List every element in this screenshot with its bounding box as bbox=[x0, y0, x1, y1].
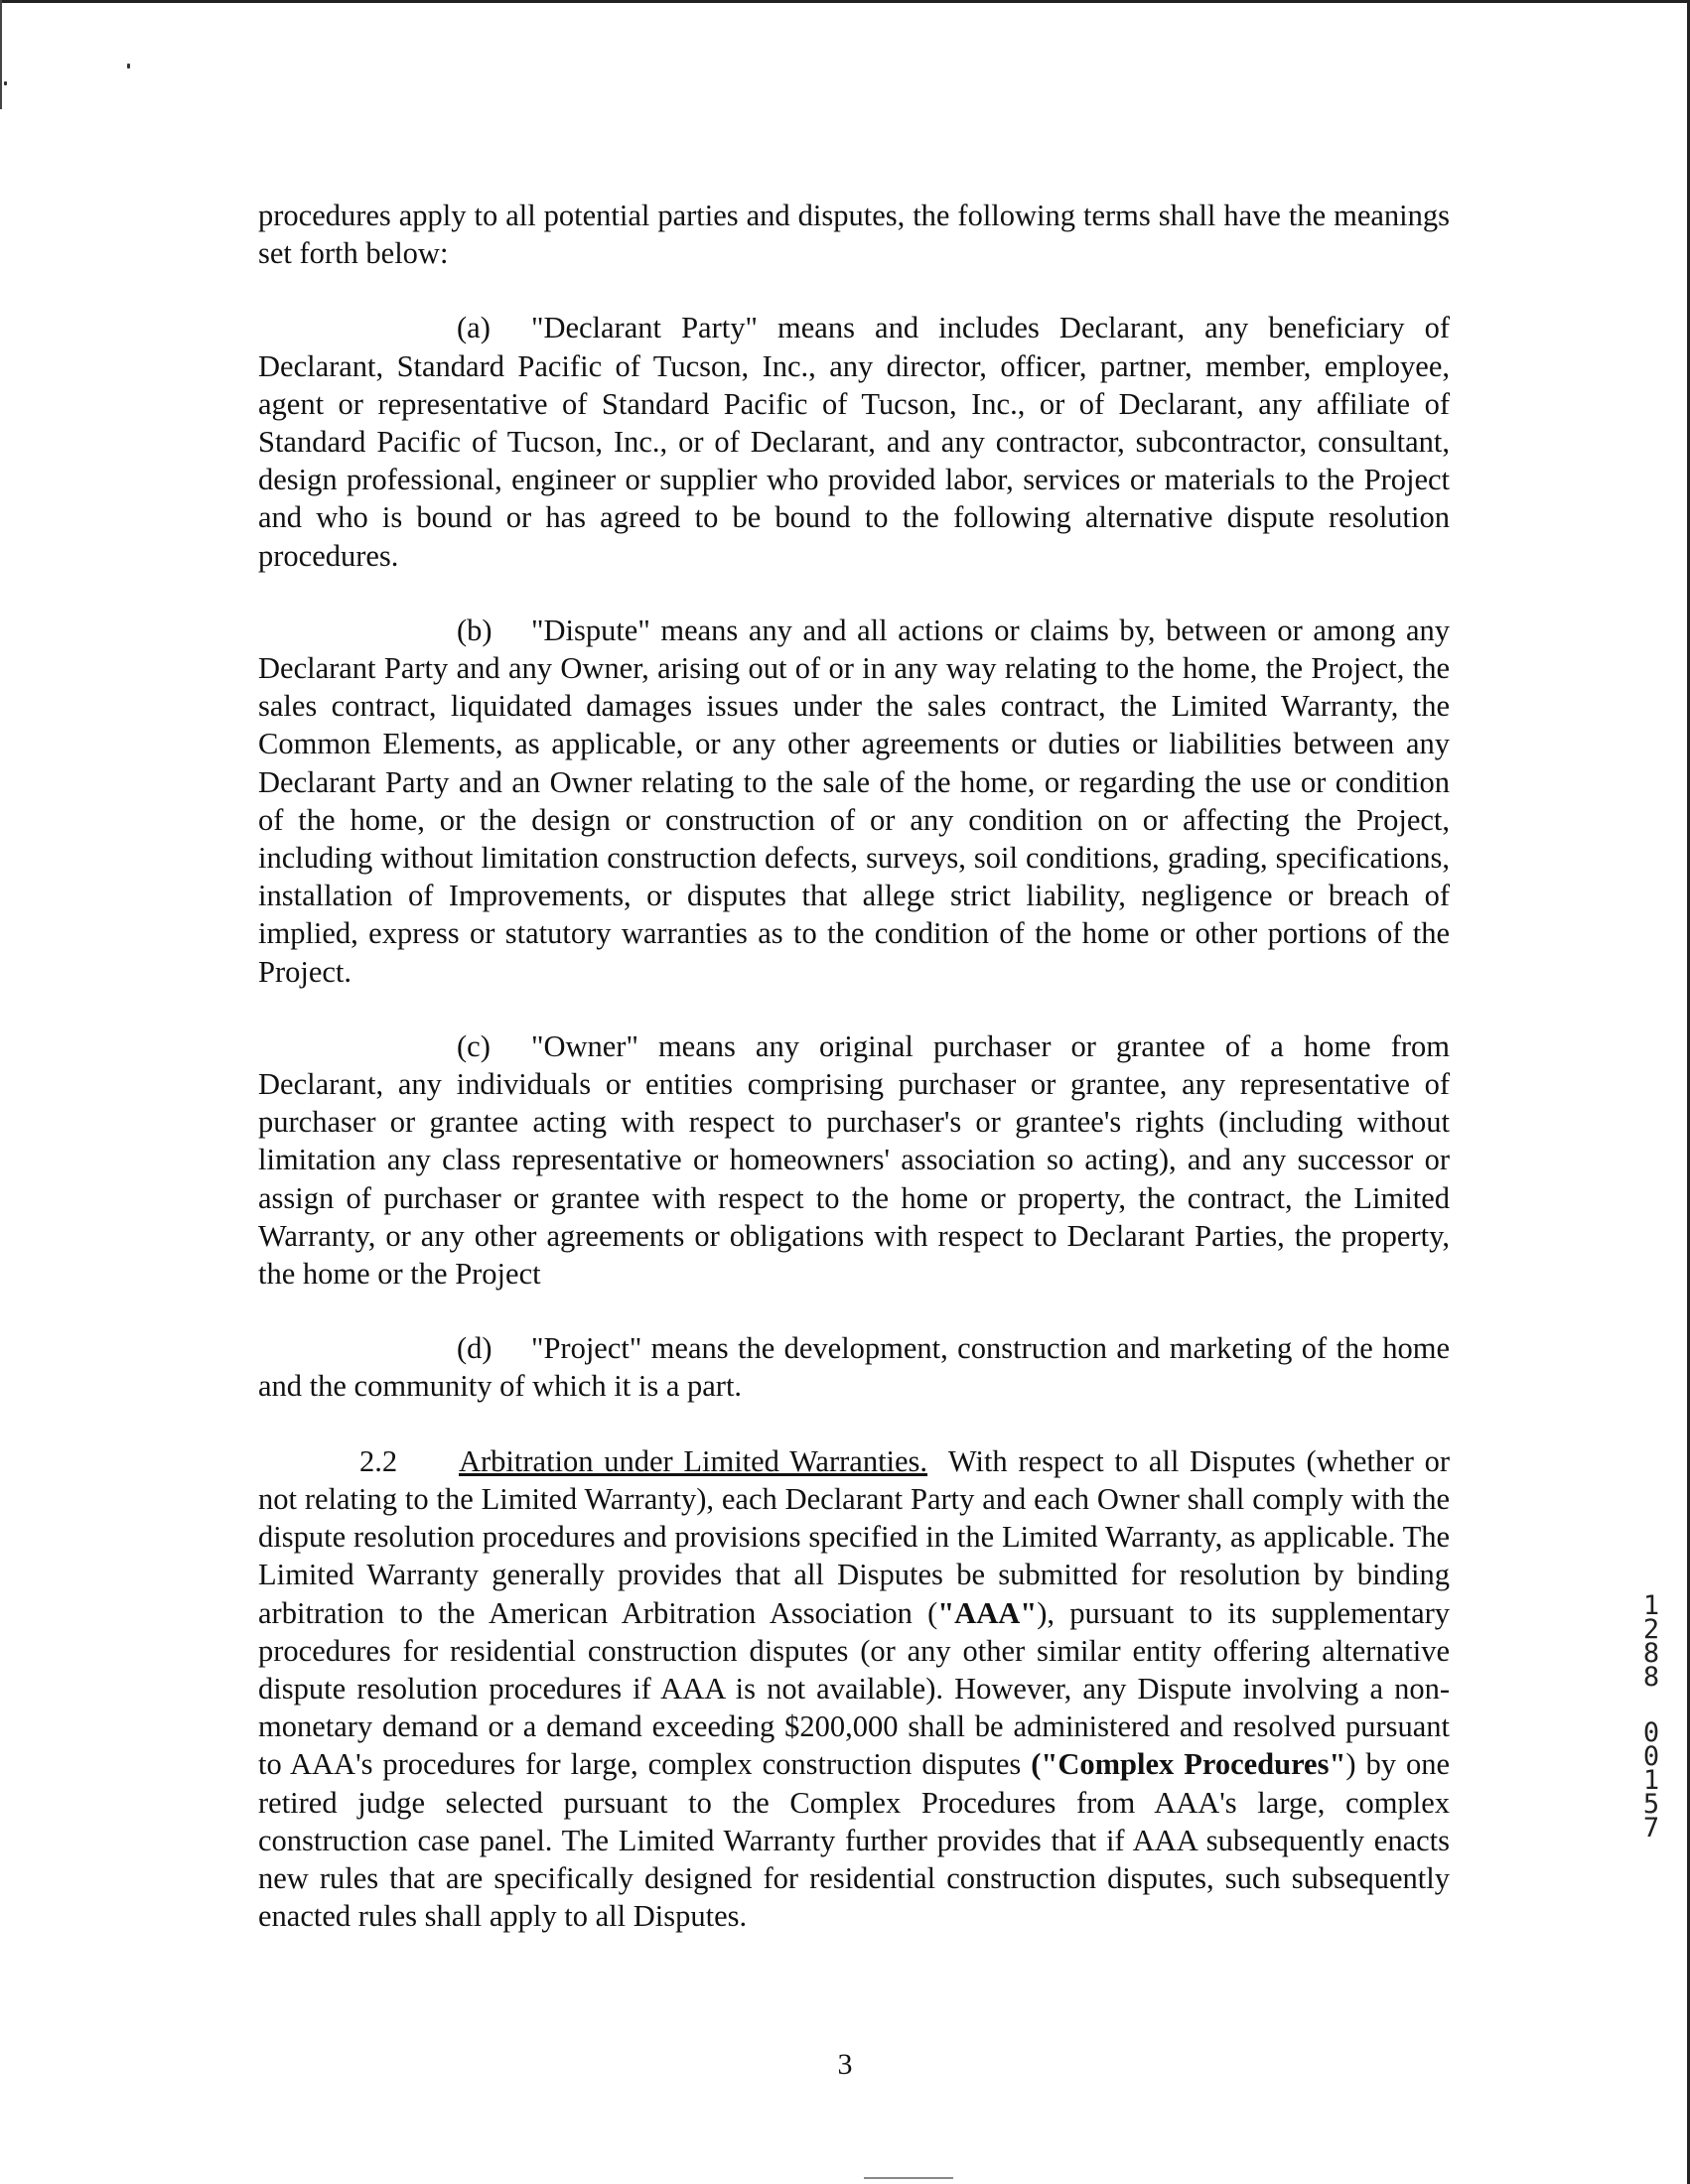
section-heading: Arbitration under Limited Warranties. bbox=[459, 1443, 928, 1478]
stamp-digit: 8 bbox=[1642, 1662, 1660, 1693]
definition-text: "Project" means the development, construction and marketing of the home and the community of which it is a part. bbox=[258, 1331, 1450, 1404]
definition-text: "Declarant Party" means and includes Declarant, any beneficiary of Declarant, Standard Pacific of Tucson, Inc., any director, officer, partner, member, employee, agent or representative of Standard Pacific of Tucson, Inc., or of Declarant, any affiliate of Standard Pacific of Tucson, Inc., or of Declarant, and any contractor, subcontractor, consultant, design professional, engineer or supplier who provided labor, services or materials to the Project and who is bound or has agreed to be bound to the following alternative dispute resolution procedures. bbox=[258, 311, 1450, 573]
definition-owner bbox=[258, 1027, 1450, 1293]
scan-top-edge bbox=[0, 0, 1690, 3]
scan-speck bbox=[4, 81, 7, 85]
section-text: With respect to all Disputes (whether or not relating to the Limited Warranty), each Declarant Party and each Owner shall comply with the dispute resolution procedures and provisions specified in the Limited Warranty, as applicable. The Limited Warranty generally provides that all Disputes be submitted for resolution by binding arbitration to the American Arbitration Association ( bbox=[258, 1443, 1450, 1630]
definition-label: (d) bbox=[457, 1331, 493, 1366]
defined-term-aaa: "AAA" bbox=[937, 1595, 1038, 1630]
section-text: ) by one retired judge selected pursuant to the Complex Procedures from AAA's large, complex construction case panel. The Limited Warranty further provides that if AAA subsequently enacts new rules that are specifically designed for residential construction disputes, such subsequently enacted rules shall apply to all Disputes. bbox=[258, 1747, 1450, 1934]
definition-label: (b) bbox=[457, 613, 493, 647]
definition-text: "Owner" means any original purchaser or grantee of a home from Declarant, any individuals or entities comprising purchaser or grantee, any representative of purchaser or grantee acting with respect to purchaser's or grantee's rights (including without limitation any class representative or homeowners' association so acting), and any successor or assign of purchaser or grantee with respect to the home or property, the contract, the Limited Warranty, or any other agreements or obligations with respect to Declarant Parties, the property, the home or the Project bbox=[258, 1028, 1450, 1292]
definition-dispute bbox=[258, 612, 1450, 991]
scan-speck bbox=[127, 64, 130, 68]
stamp-digit: 5 bbox=[1642, 1789, 1660, 1820]
stamp-digit: 2 bbox=[1642, 1614, 1660, 1645]
stamp-digit: 0 bbox=[1642, 1717, 1660, 1748]
intro-paragraph: procedures apply to all potential parties and disputes, the following terms shall have the meanings set forth below: bbox=[258, 199, 1450, 271]
scan-left-edge bbox=[0, 0, 2, 109]
stamp-digit: 0 bbox=[1642, 1741, 1660, 1772]
definition-label: (c) bbox=[457, 1028, 491, 1063]
section-text: ), pursuant to its supplementary procedures for residential construction disputes (or any other similar entity offering alternative dispute resolution procedures if AAA is not available). However, any Dispute involving a non-monetary demand or a demand exceeding $200,000 shall be administered and resolved pursuant to AAA's procedures for large, complex construction disputes bbox=[258, 1595, 1451, 1782]
document-body bbox=[258, 197, 1450, 1972]
section-number: 2.2 bbox=[359, 1443, 398, 1478]
defined-term-complex-procedures: ("Complex Procedures" bbox=[1031, 1747, 1346, 1782]
definition-text: "Dispute" means any and all actions or claims by, between or among any Declarant Party and any Owner, arising out of or in any way relating to the home, the Project, the sales contract, liquidated damages issues under the sales contract, the Limited Warranty, the Common Elements, as applicable, or any other agreements or duties or liabilities between any Declarant Party and an Owner relating to the sale of the home, or regarding the use or condition of the home, or the design or construction of or any condition on or affecting the Project, including without limitation construction defects, surveys, soil conditions, grading, specifications, installation of Improvements, or disputes that allege strict liability, negligence or breach of implied, express or statutory warranties as to the condition of the home or other portions of the Project. bbox=[258, 613, 1450, 989]
section-2-2 bbox=[258, 1442, 1450, 1936]
scan-bottom-mark bbox=[864, 2177, 953, 2179]
definition-project bbox=[258, 1329, 1450, 1405]
definition-label: (a) bbox=[457, 311, 491, 345]
stamp-digit: 1 bbox=[1642, 1765, 1660, 1796]
page-number: 3 bbox=[837, 2048, 853, 2081]
stamp-digit: 1 bbox=[1642, 1590, 1660, 1621]
definition-declarant-party bbox=[258, 309, 1450, 574]
recording-stamp bbox=[1631, 1590, 1671, 1843]
stamp-digit: 7 bbox=[1642, 1813, 1660, 1843]
stamp-digit: 8 bbox=[1642, 1638, 1660, 1669]
